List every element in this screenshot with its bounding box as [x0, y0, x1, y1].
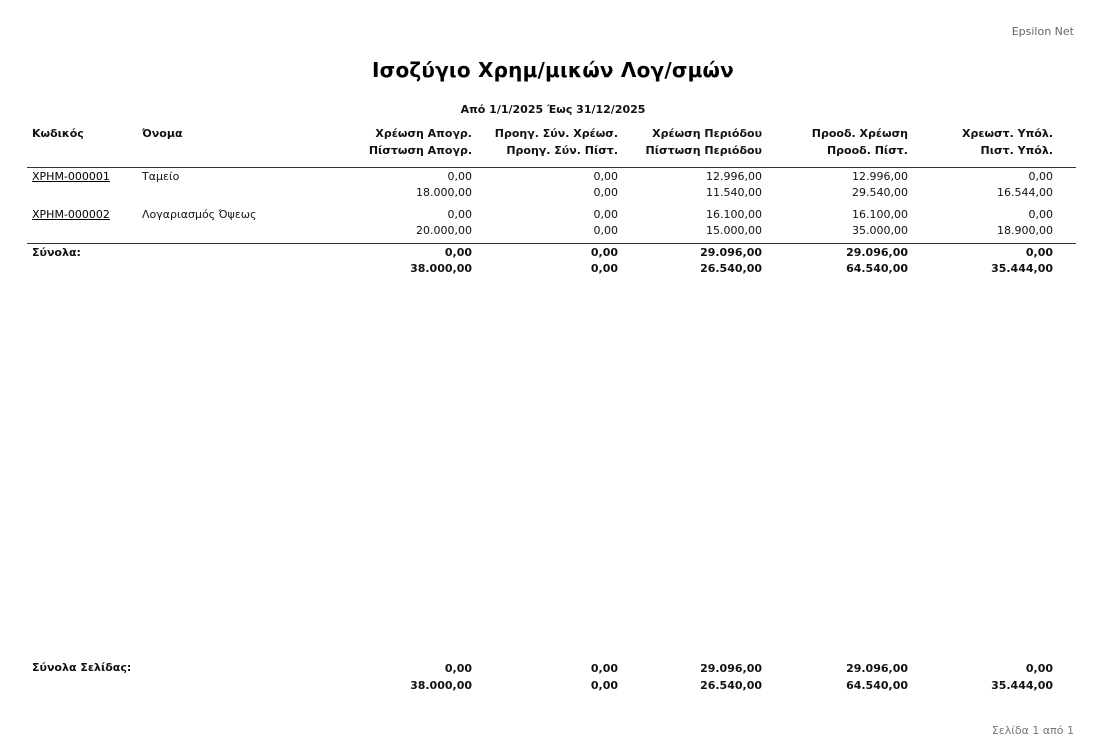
page-total-col5: 0,00 35.444,00	[991, 662, 1053, 692]
header-col2: Προηγ. Σύν. Χρέωσ. Προηγ. Σύν. Πίστ.	[494, 127, 618, 157]
total-col4: 29.096,00 64.540,00	[846, 246, 908, 275]
cell-col2: 0,00 0,00	[593, 170, 618, 199]
page-total-col1: 0,00 38.000,00	[410, 662, 472, 692]
total-col2: 0,00 0,00	[590, 246, 618, 275]
table-row	[0, 169, 1100, 203]
brand-label: Epsilon Net	[1011, 25, 1074, 38]
cell-col5: 0,00 16.544,00	[997, 170, 1053, 199]
cell-col4: 12.996,00 29.540,00	[852, 170, 908, 199]
table-row	[0, 207, 1100, 241]
page-total-col3: 29.096,00 26.540,00	[700, 662, 762, 692]
cell-col5: 0,00 18.900,00	[997, 208, 1053, 237]
account-name: Λογαριασμός Όψεως	[142, 208, 257, 221]
totals-row	[0, 245, 1100, 279]
page-indicator: Σελίδα 1 από 1	[991, 724, 1074, 737]
report-title: Ισοζύγιο Χρημ/μικών Λογ/σμών	[372, 58, 734, 82]
total-col1: 0,00 38.000,00	[410, 246, 472, 275]
account-code-link[interactable]: ΧΡΗΜ-000001	[32, 170, 110, 183]
header-name: Όνομα	[142, 127, 183, 140]
account-name: Ταμείο	[142, 170, 180, 183]
total-col3: 29.096,00 26.540,00	[700, 246, 762, 275]
cell-col3: 12.996,00 11.540,00	[706, 170, 762, 199]
account-code-link[interactable]: ΧΡΗΜ-000002	[32, 208, 110, 221]
cell-col1: 0,00 18.000,00	[416, 170, 472, 199]
header-divider	[27, 167, 1076, 168]
totals-label: Σύνολα:	[32, 246, 81, 259]
page-totals-label: Σύνολα Σελίδας:	[32, 661, 132, 674]
report-period: Από 1/1/2025 Έως 31/12/2025	[460, 103, 646, 116]
cell-col1: 0,00 20.000,00	[416, 208, 472, 237]
cell-col2: 0,00 0,00	[593, 208, 618, 237]
page-total-col4: 29.096,00 64.540,00	[846, 662, 908, 692]
header-col4: Προοδ. Χρέωση Προοδ. Πίστ.	[811, 127, 908, 157]
page-totals-row	[0, 660, 1100, 700]
totals-divider	[27, 243, 1076, 244]
header-col5: Χρεωστ. Υπόλ. Πιστ. Υπόλ.	[962, 127, 1053, 157]
page-total-col2: 0,00 0,00	[590, 662, 618, 692]
cell-col4: 16.100,00 35.000,00	[852, 208, 908, 237]
header-col3: Χρέωση Περιόδου Πίστωση Περιόδου	[645, 127, 762, 157]
cell-col3: 16.100,00 15.000,00	[706, 208, 762, 237]
header-col1: Χρέωση Απογρ. Πίστωση Απογρ.	[368, 127, 472, 157]
header-code: Κωδικός	[32, 127, 84, 140]
total-col5: 0,00 35.444,00	[991, 246, 1053, 275]
